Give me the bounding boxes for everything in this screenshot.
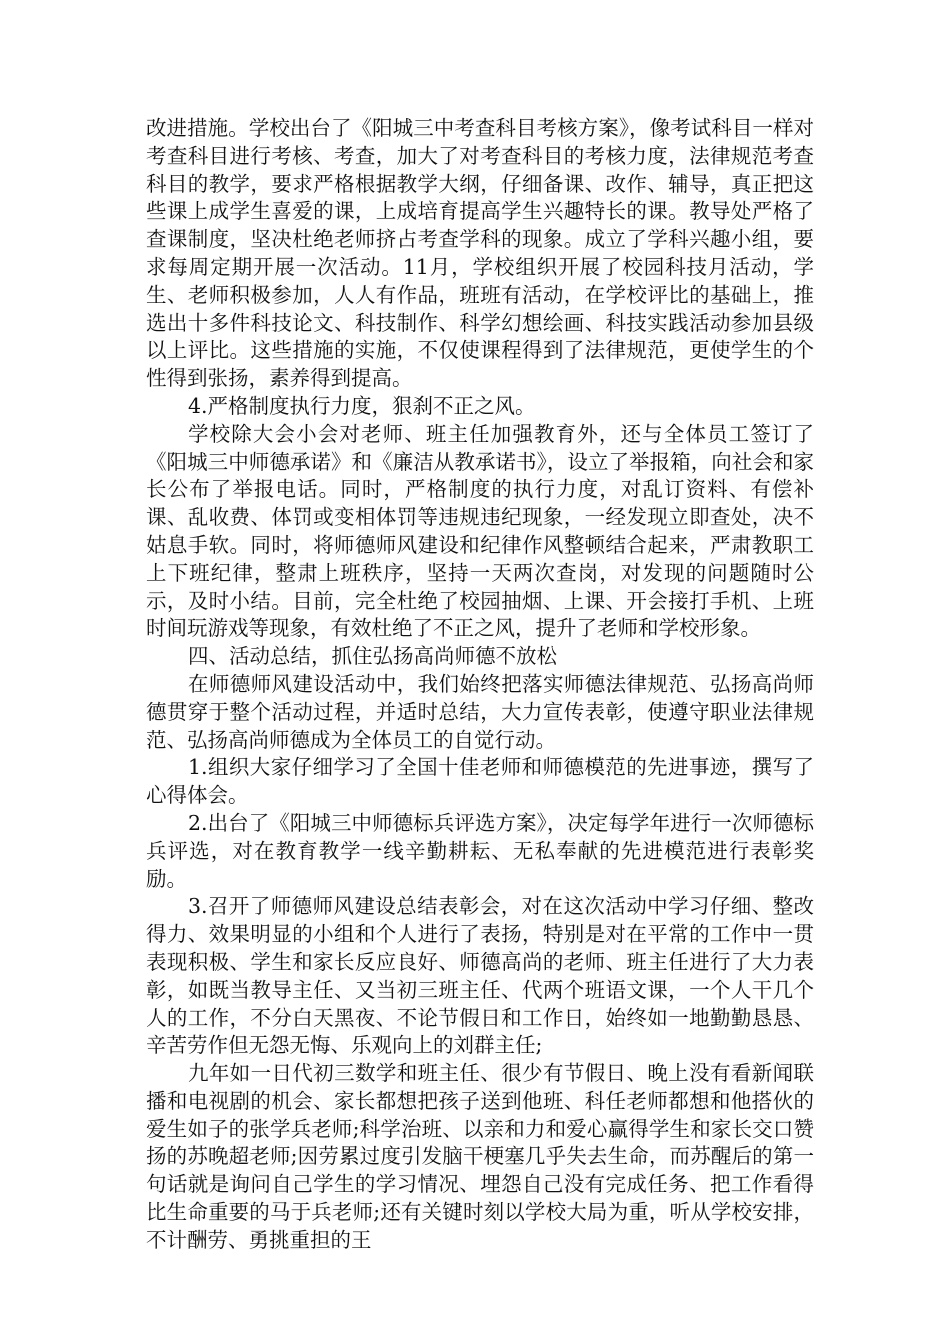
paragraph-heading-4: 4.严格制度执行力度，狠刹不正之风。 xyxy=(188,393,536,418)
section-heading: 四、活动总结，抓住弘扬高尚师德不放松 xyxy=(188,644,557,669)
paragraph: 九年如一日代初三数学和班主任、很少有节假日、晚上没有看新闻联播和电视剧的机会、家长都想把孩子送到他班、科任老师都想和他搭伙的爱生如子的张学兵老师;科学治班、以亲和力和爱心赢得学生和家长交口赞扬的苏晚超老师;因劳累过度引发脑干梗塞几乎失去生命，而苏醒后的第一句话就是询问自己学生的学习情况、埋怨自己没有完成任务、把工作看得比生命重要的马于兵老师;还有关键时刻以学校大局为重，听从学校安排，不计酬劳、勇挑重担的王 xyxy=(146,1061,814,1252)
paragraph-item-2: 2.出台了《阳城三中师德标兵评选方案》，决定每学年进行一次师德标兵评选，对在教育教学一线辛勤耕耘、无私奉献的先进模范进行表彰奖励。 xyxy=(146,810,814,891)
paragraph: 学校除大会小会对老师、班主任加强教育外，还与全体员工签订了《阳城三中师德承诺》和《廉洁从教承诺书》，设立了举报箱，向社会和家长公布了举报电话。同时，严格制度的执行力度，对乱订资料、有偿补课、乱收费、体罚或变相体罚等违规违纪现象，一经发现立即查处，决不姑息手软。同时，将师德师风建设和纪律作风整顿结合起来，严肃教职工上下班纪律，整肃上班秩序，坚持一天两次查岗，对发现的问题随时公示，及时小结。目前，完全杜绝了校园抽烟、上课、开会接打手机、上班时间玩游戏等现象，有效杜绝了不正之风，提升了老师和学校形象。 xyxy=(146,421,814,641)
paragraph-item-1: 1.组织大家仔细学习了全国十佳老师和师德模范的先进事迹，撰写了心得体会。 xyxy=(146,755,814,808)
paragraph-item-3: 3.召开了师德师风建设总结表彰会，对在这次活动中学习仔细、整改得力、效果明显的小组和个人进行了表扬，特别是对在平常的工作中一贯表现积极、学生和家长反应良好、师德高尚的老师、班主任进行了大力表彰，如既当教导主任、又当初三班主任、代两个班语文课，一个人干几个人的工作，不分白天黑夜、不论节假日和工作日，始终如一地勤勤恳恳、辛苦劳作但无怨无悔、乐观向上的刘群主任; xyxy=(146,894,814,1058)
paragraph-continuation: 改进措施。学校出台了《阳城三中考查科目考核方案》，像考试科目一样对考查科目进行考核、考查，加大了对考查科目的考核力度，法律规范考查科目的教学，要求严格根据教学大纲，仔细备课、改作、辅导，真正把这些课上成学生喜爱的课，上成培育提高学生兴趣特长的课。教导处严格了查课制度，坚决杜绝老师挤占考查学科的现象。成立了学科兴趣小组，要求每周定期开展一次活动。11月，学校组织开展了校园科技月活动，学生、老师积极参加，人人有作品，班班有活动，在学校评比的基础上，推选出十多件科技论文、科技制作、科学幻想绘画、科技实践活动参加县级以上评比。这些措施的实施，不仅使课程得到了法律规范，更使学生的个性得到张扬，素养得到提高。 xyxy=(146,116,814,391)
document-body xyxy=(146,115,814,1255)
paragraph: 在师德师风建设活动中，我们始终把落实师德法律规范、弘扬高尚师德贯穿于整个活动过程，并适时总结，大力宣传表彰，使遵守职业法律规范、弘扬高尚师德成为全体员工的自觉行动。 xyxy=(146,671,814,752)
